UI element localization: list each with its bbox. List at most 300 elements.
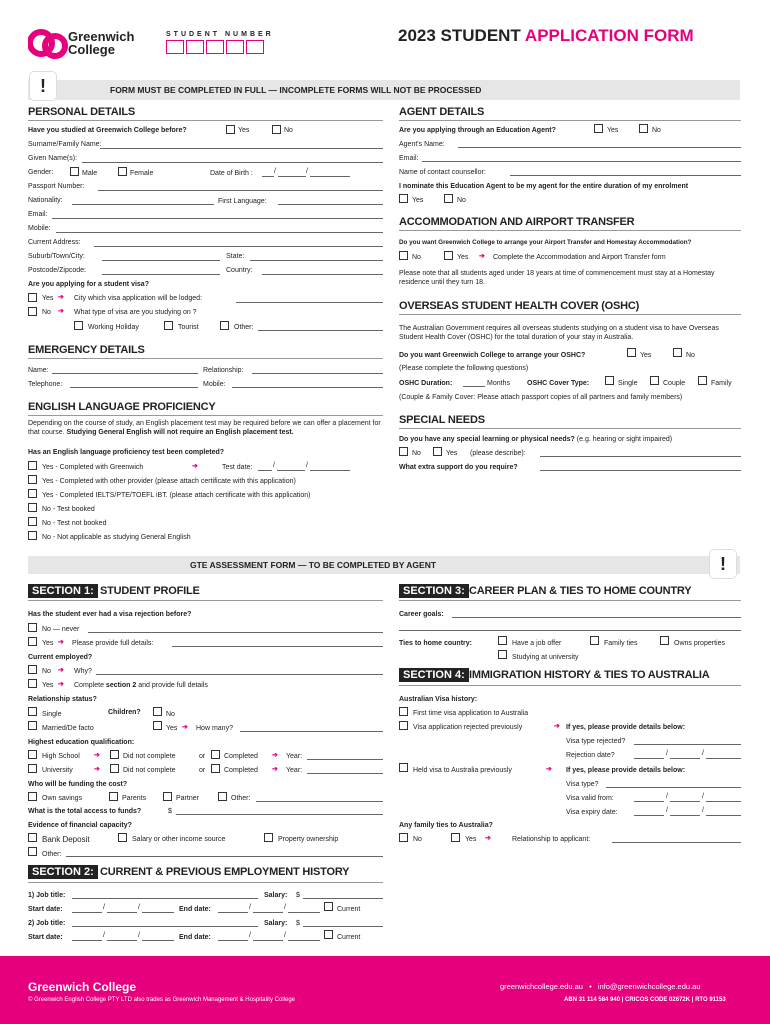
gender-label: Gender: <box>28 169 54 176</box>
slash: / <box>666 807 668 814</box>
oshc-couple-checkbox[interactable] <box>650 376 659 385</box>
first-time-checkbox[interactable] <box>399 707 408 716</box>
personal-heading: PERSONAL DETAILS <box>28 106 136 118</box>
total-funds-question: What is the total access to funds? <box>28 808 142 815</box>
arrow-icon: ➔ <box>485 835 491 842</box>
counsellor-field[interactable] <box>510 175 741 176</box>
reject-no-label: No — never <box>42 626 80 633</box>
section-4-title: IMMIGRATION HISTORY & TIES TO AUSTRALIA <box>469 669 710 681</box>
address-label: Current Address: <box>28 239 81 246</box>
job2-label: 2) Job title: <box>28 920 66 927</box>
working-holiday-checkbox[interactable] <box>74 321 83 330</box>
slash: / <box>284 932 286 939</box>
page-title: 2023 STUDENT APPLICATION FORM <box>398 26 694 45</box>
postcode-field[interactable] <box>102 274 220 275</box>
start1-mm[interactable] <box>107 912 137 913</box>
visa-rejection-question: Has the student ever had a visa rejection before? <box>28 611 192 618</box>
accommodation-form-label: Complete the Accommodation and Airport Transfer form <box>493 254 666 261</box>
given-label: Given Name(s): <box>28 155 78 162</box>
english-o6-checkbox[interactable] <box>28 531 37 540</box>
slash: / <box>249 932 251 939</box>
visa-no-checkbox[interactable] <box>28 307 37 316</box>
footer-email-link[interactable]: info@greenwichcollege.edu.au <box>597 982 701 991</box>
footer-website-link[interactable]: greenwichcollege.edu.au <box>500 982 583 991</box>
property-label: Property ownership <box>278 836 339 843</box>
state-label: State: <box>226 253 245 260</box>
other-visa-checkbox[interactable] <box>220 321 229 330</box>
current2-checkbox[interactable] <box>324 930 333 939</box>
oshc-yes-label: Yes <box>640 352 652 359</box>
arrow-icon: ➔ <box>272 766 278 773</box>
employed-yes-checkbox[interactable] <box>28 679 37 688</box>
english-o5-label: No - Test not booked <box>42 520 107 527</box>
current1-label: Current <box>337 906 361 913</box>
held-visa-label: Held visa to Australia previously <box>413 767 512 774</box>
how-many-field[interactable] <box>240 731 383 732</box>
gte-banner-text: GTE ASSESSMENT FORM — TO BE COMPLETED BY AGENT <box>190 560 437 570</box>
logo-text-2: College <box>68 42 115 57</box>
visa-no-label: No <box>42 309 51 316</box>
first-language-field[interactable] <box>278 204 383 205</box>
agent-email-label: Email: <box>399 155 419 162</box>
emergency-relationship-field[interactable] <box>252 373 383 374</box>
start1-label: Start date: <box>28 906 63 913</box>
own-savings-checkbox[interactable] <box>28 792 37 801</box>
owns-properties-checkbox[interactable] <box>660 636 669 645</box>
salary-label: Salary or other income source <box>132 836 226 843</box>
valid-from-mm[interactable] <box>670 801 700 802</box>
email-field[interactable] <box>52 218 383 219</box>
own-savings-label: Own savings <box>42 795 83 802</box>
married-checkbox[interactable] <box>28 721 37 730</box>
rejection-dd[interactable] <box>634 758 664 759</box>
english-o3-checkbox[interactable] <box>28 489 37 498</box>
children-yes-checkbox[interactable] <box>153 721 162 730</box>
agent-yes-label: Yes <box>607 127 619 134</box>
high-completed-checkbox[interactable] <box>211 750 220 759</box>
other-visa-field[interactable] <box>258 330 383 331</box>
emergency-mobile-label: Mobile: <box>203 381 226 388</box>
employed-question: Current employed? <box>28 654 93 661</box>
special-needs-heading: SPECIAL NEEDS <box>399 414 485 426</box>
expiry-yyyy[interactable] <box>706 815 741 816</box>
agent-email-field[interactable] <box>422 161 741 162</box>
parents-checkbox[interactable] <box>109 792 118 801</box>
nominate-no-label: No <box>457 197 466 204</box>
nominate-yes-label: Yes <box>412 197 424 204</box>
studied-yes-checkbox[interactable] <box>226 125 235 134</box>
country-field[interactable] <box>262 274 383 275</box>
female-checkbox[interactable] <box>118 167 127 176</box>
salary1-field[interactable] <box>303 898 383 899</box>
reject-no-checkbox[interactable] <box>28 623 37 632</box>
valid-from-yyyy[interactable] <box>706 801 741 802</box>
ties-label: Ties to home country: <box>399 640 472 647</box>
other-funding-field[interactable] <box>256 801 383 802</box>
rejection-yyyy[interactable] <box>706 758 741 759</box>
other-evidence-label: Other: <box>42 851 62 858</box>
why-label: Why? <box>74 668 92 675</box>
job1-label: 1) Job title: <box>28 892 66 899</box>
passport-field[interactable] <box>98 190 383 191</box>
rejected-checkbox[interactable] <box>399 721 408 730</box>
completed-label: Completed <box>224 767 258 774</box>
property-checkbox[interactable] <box>264 833 273 842</box>
dob-dd[interactable] <box>262 176 274 177</box>
given-field[interactable] <box>82 162 383 163</box>
end1-mm[interactable] <box>253 912 283 913</box>
start2-dd[interactable] <box>72 940 102 941</box>
job-offer-checkbox[interactable] <box>498 636 507 645</box>
english-o3-label: Yes - Completed IELTS/PTE/TOEFL iBT. (please attach certificate with this application) <box>42 492 311 499</box>
high-school-checkbox[interactable] <box>28 750 37 759</box>
salary-checkbox[interactable] <box>118 833 127 842</box>
end2-yyyy[interactable] <box>288 940 320 941</box>
arrow-icon: ➔ <box>272 752 278 759</box>
dob-label: Date of Birth : <box>210 170 253 177</box>
oshc-no-checkbox[interactable] <box>673 348 682 357</box>
university-checkbox[interactable] <box>28 764 37 773</box>
agent-question: Are you applying through an Education Agent? <box>399 127 556 134</box>
studied-before-label: Have you studied at Greenwich College before? <box>28 127 187 134</box>
end1-yyyy[interactable] <box>288 912 320 913</box>
arrow-icon: ➔ <box>182 724 188 731</box>
employed-no-label: No <box>42 668 51 675</box>
agent-name-label: Agent's Name: <box>399 141 445 148</box>
end2-mm[interactable] <box>253 940 283 941</box>
student-number-boxes[interactable] <box>166 40 264 54</box>
education-question: Highest education qualification: <box>28 739 135 746</box>
nationality-label: Nationality: <box>28 197 63 204</box>
start2-yyyy[interactable] <box>142 940 174 941</box>
male-checkbox[interactable] <box>70 167 79 176</box>
footer-contact: greenwichcollege.edu.au • info@greenwichcollege.edu.au <box>500 982 701 991</box>
employed-complete-label: Complete section 2 and provide full details <box>74 682 208 689</box>
oshc-couple-note: (Couple & Family Cover: Please attach passport copies of all partners and family members) <box>399 394 683 401</box>
visa-yes-label: Yes <box>42 295 54 302</box>
family-no-checkbox[interactable] <box>399 833 408 842</box>
emergency-name-field[interactable] <box>52 373 198 374</box>
student-number-label: STUDENT NUMBER <box>166 31 274 38</box>
high-school-label: High School <box>42 753 80 760</box>
state-field[interactable] <box>250 260 383 261</box>
arrow-icon: ➔ <box>58 639 64 646</box>
other-funding-label: Other: <box>231 795 251 802</box>
tourist-checkbox[interactable] <box>164 321 173 330</box>
not-complete-label: Did not complete <box>123 767 176 774</box>
completed-label: Completed <box>224 753 258 760</box>
end2-dd[interactable] <box>218 940 248 941</box>
english-o2-label: Yes - Completed with other provider (please attach certificate with this application) <box>42 478 296 485</box>
arrow-icon: ➔ <box>58 308 64 315</box>
logo-mark-icon <box>28 28 68 62</box>
current2-label: Current <box>337 934 361 941</box>
visa-yes-checkbox[interactable] <box>28 293 37 302</box>
accommodation-no-checkbox[interactable] <box>399 251 408 260</box>
slash: / <box>702 807 704 814</box>
children-no-label: No <box>166 711 175 718</box>
footer-legal: © Greenwich English College PTY LTD also trades as Greenwich Management & Hospitality College <box>28 997 295 1003</box>
family-yes-checkbox[interactable] <box>451 833 460 842</box>
dollar-label: $ <box>296 892 300 899</box>
studying-uni-checkbox[interactable] <box>498 650 507 659</box>
postcode-label: Postcode/Zipcode: <box>28 267 86 274</box>
employed-no-checkbox[interactable] <box>28 665 37 674</box>
job1-field[interactable] <box>72 898 258 899</box>
suburb-label: Suburb/Town/City: <box>28 253 85 260</box>
passport-label: Passport Number: <box>28 183 85 190</box>
accommodation-heading: ACCOMMODATION AND AIRPORT TRANSFER <box>399 216 635 228</box>
surname-field[interactable] <box>100 148 383 149</box>
emergency-telephone-label: Telephone: <box>28 381 63 388</box>
section-3-badge: SECTION 3: <box>399 584 469 598</box>
arrow-icon: ➔ <box>58 294 64 301</box>
children-yes-label: Yes <box>166 725 178 732</box>
valid-from-label: Visa valid from: <box>566 795 614 802</box>
warning-text: FORM MUST BE COMPLETED IN FULL — INCOMPLETE FORMS WILL NOT BE PROCESSED <box>110 85 482 95</box>
family-yes-label: Yes <box>465 836 477 843</box>
counsellor-label: Name of contact counsellor: <box>399 169 486 176</box>
nominate-no-checkbox[interactable] <box>444 194 453 203</box>
logo <box>28 28 158 62</box>
section-1-title: STUDENT PROFILE <box>100 585 200 597</box>
or-label: or <box>199 767 206 774</box>
start1-yyyy[interactable] <box>142 912 174 913</box>
expiry-dd[interactable] <box>634 815 664 816</box>
dob-yyyy[interactable] <box>310 176 350 177</box>
accommodation-question: Do you want Greenwich College to arrange your Airport Transfer and Homestay Accommodation? <box>399 239 692 246</box>
footer-brand: Greenwich College <box>28 980 137 994</box>
mobile-label: Mobile: <box>28 225 51 232</box>
oshc-complete-note: (Please complete the following questions) <box>399 365 529 372</box>
agent-yes-checkbox[interactable] <box>594 124 603 133</box>
oshc-yes-checkbox[interactable] <box>627 348 636 357</box>
oshc-paragraph: The Australian Government requires all overseas students studying on a student visa to have Overseas Student Health Cover (OSHC) for the total duration of your stay in Australia. <box>399 325 719 341</box>
start1-dd[interactable] <box>72 912 102 913</box>
oshc-question: Do you want Greenwich College to arrange your OSHC? <box>399 352 586 359</box>
slash: / <box>666 793 668 800</box>
studying-uni-label: Studying at university <box>512 654 579 661</box>
visa-city-field[interactable] <box>236 302 383 303</box>
english-o1-checkbox[interactable] <box>28 461 37 470</box>
bank-deposit-label: Bank Deposit <box>42 835 90 844</box>
exclaim-icon: ! <box>30 72 56 100</box>
other-funding-checkbox[interactable] <box>218 792 227 801</box>
studied-no-checkbox[interactable] <box>272 125 281 134</box>
total-funds-field[interactable] <box>176 814 383 815</box>
english-heading: ENGLISH LANGUAGE PROFICIENCY <box>28 401 216 413</box>
uni-year-field[interactable] <box>307 773 383 774</box>
university-label: University <box>42 767 73 774</box>
rejected-label: Visa application rejected previously <box>413 724 523 731</box>
emergency-name-label: Name: <box>28 367 49 374</box>
first-time-label: First time visa application to Australia <box>413 710 529 717</box>
arrow-icon: ➔ <box>58 681 64 688</box>
logo-text-1: Greenwich <box>68 29 135 44</box>
visa-history-label: Australian Visa history: <box>399 696 478 703</box>
rejection-date-label: Rejection date? <box>566 752 615 759</box>
female-label: Female <box>130 170 154 177</box>
married-label: Married/De facto <box>42 725 94 732</box>
slash: / <box>306 462 308 469</box>
expiry-label: Visa expiry date: <box>566 809 618 816</box>
slash: / <box>306 168 308 175</box>
single-label: Single <box>42 711 62 718</box>
nominate-yes-checkbox[interactable] <box>399 194 408 203</box>
test-dd[interactable] <box>258 470 272 471</box>
career-goals-field-2[interactable] <box>399 630 741 631</box>
uni-completed-checkbox[interactable] <box>211 764 220 773</box>
end1-label: End date: <box>179 906 211 913</box>
year-label: Year: <box>286 753 303 760</box>
year-label: Year: <box>286 767 303 774</box>
footer-abn: ABN 31 114 584 940 | CRICOS CODE 02672K | RTO 91153 <box>564 997 726 1003</box>
type-rejected-label: Visa type rejected? <box>566 738 626 745</box>
section-1-badge: SECTION 1: <box>28 584 98 598</box>
agent-no-checkbox[interactable] <box>639 124 648 133</box>
owns-properties-label: Owns properties <box>674 640 725 647</box>
how-many-label: How many? <box>196 725 233 732</box>
oshc-no-label: No <box>686 352 695 359</box>
emergency-relationship-label: Relationship: <box>203 367 244 374</box>
end1-dd[interactable] <box>218 912 248 913</box>
slash: / <box>274 168 276 175</box>
english-o2-checkbox[interactable] <box>28 475 37 484</box>
accommodation-no-label: No <box>412 254 421 261</box>
mobile-field[interactable] <box>56 232 383 233</box>
emergency-telephone-field[interactable] <box>70 387 198 388</box>
arrow-icon: ➔ <box>192 463 198 470</box>
relationship-to-applicant-field[interactable] <box>612 842 741 843</box>
special-no-checkbox[interactable] <box>399 447 408 456</box>
dollar-label: $ <box>296 920 300 927</box>
oshc-family-checkbox[interactable] <box>698 376 707 385</box>
slash: / <box>702 793 704 800</box>
funding-question: Who will be funding the cost? <box>28 781 128 788</box>
oshc-duration-field[interactable] <box>463 386 485 387</box>
special-describe-label: (please describe): <box>470 450 526 457</box>
section-2-badge: SECTION 2: <box>28 865 98 879</box>
rejection-mm[interactable] <box>670 758 700 759</box>
career-goals-field[interactable] <box>452 617 741 618</box>
oshc-heading: OVERSEAS STUDENT HEALTH COVER (OSHC) <box>399 300 640 312</box>
arrow-icon: ➔ <box>479 253 485 260</box>
salary2-label: Salary: <box>264 920 288 927</box>
family-no-label: No <box>413 836 422 843</box>
section-3-title: CAREER PLAN & TIES TO HOME COUNTRY <box>469 585 692 597</box>
english-o4-checkbox[interactable] <box>28 503 37 512</box>
visa-type-field[interactable] <box>606 787 741 788</box>
start2-mm[interactable] <box>107 940 137 941</box>
dollar-label: $ <box>168 808 172 815</box>
yes-label: Yes <box>238 127 250 134</box>
arrow-icon: ➔ <box>94 752 100 759</box>
first-language-label: First Language: <box>218 198 267 205</box>
agent-name-field[interactable] <box>458 147 741 148</box>
type-rejected-field[interactable] <box>634 744 741 745</box>
job2-field[interactable] <box>72 926 258 927</box>
start2-label: Start date: <box>28 934 63 941</box>
relationship-to-applicant-label: Relationship to applicant: <box>512 836 591 843</box>
partner-checkbox[interactable] <box>163 792 172 801</box>
slash: / <box>103 904 105 911</box>
reject-details-field[interactable] <box>172 646 383 647</box>
english-o5-checkbox[interactable] <box>28 517 37 526</box>
other-evidence-field[interactable] <box>66 856 383 857</box>
family-ties-label: Family ties <box>604 640 638 647</box>
english-paragraph: Depending on the course of study, an English placement test may be required before we can offer a placement for that course. Studying General English will not require an English placement test. <box>28 420 381 436</box>
special-describe-field[interactable] <box>540 456 741 457</box>
surname-label: Surname/Family Name: <box>28 141 102 148</box>
section-2-title: CURRENT & PREVIOUS EMPLOYMENT HISTORY <box>100 866 350 878</box>
oshc-single-label: Single <box>618 380 638 387</box>
reject-no-field[interactable] <box>88 632 383 633</box>
other-visa-label: Other: <box>234 324 254 331</box>
reject-yes-checkbox[interactable] <box>28 637 37 646</box>
suburb-field[interactable] <box>102 260 220 261</box>
english-o6-label: No - Not applicable as studying General English <box>42 534 191 541</box>
visa-city-label: City which visa application will be lodged: <box>74 295 203 302</box>
accommodation-yes-checkbox[interactable] <box>444 251 453 260</box>
held-visa-checkbox[interactable] <box>399 763 408 772</box>
nationality-field[interactable] <box>72 204 214 205</box>
family-ties-checkbox[interactable] <box>590 636 599 645</box>
special-yes-label: Yes <box>446 450 458 457</box>
no-label: No <box>284 127 293 134</box>
uni-not-complete-checkbox[interactable] <box>110 764 119 773</box>
family-ties-question: Any family ties to Australia? <box>399 822 493 829</box>
parents-label: Parents <box>122 795 147 802</box>
emergency-mobile-field[interactable] <box>232 387 383 388</box>
test-mm[interactable] <box>277 470 305 471</box>
career-goals-label: Career goals: <box>399 611 444 618</box>
or-label: or <box>199 753 206 760</box>
high-year-field[interactable] <box>307 759 383 760</box>
accommodation-note: Please note that all students aged under 18 years at time of commencement must stay at a Homestay residence until they turn 18. <box>399 270 715 286</box>
address-field[interactable] <box>94 246 383 247</box>
valid-from-dd[interactable] <box>634 801 664 802</box>
salary2-field[interactable] <box>303 926 383 927</box>
slash: / <box>702 750 704 757</box>
email-label: Email: <box>28 211 48 218</box>
country-label: Country: <box>226 267 253 274</box>
why-field[interactable] <box>96 674 383 675</box>
current1-checkbox[interactable] <box>324 902 333 911</box>
agent-heading: AGENT DETAILS <box>399 106 485 118</box>
bank-deposit-checkbox[interactable] <box>28 833 37 842</box>
high-not-complete-checkbox[interactable] <box>110 750 119 759</box>
reject-yes-label: Yes <box>42 640 54 647</box>
slash: / <box>138 932 140 939</box>
other-evidence-checkbox[interactable] <box>28 847 37 856</box>
slash: / <box>249 904 251 911</box>
arrow-icon: ➔ <box>554 723 560 730</box>
children-no-checkbox[interactable] <box>153 707 162 716</box>
slash: / <box>138 904 140 911</box>
special-yes-checkbox[interactable] <box>433 447 442 456</box>
test-yyyy[interactable] <box>310 470 350 471</box>
arrow-icon: ➔ <box>58 667 64 674</box>
expiry-mm[interactable] <box>670 815 700 816</box>
special-support-field[interactable] <box>540 470 741 471</box>
if-yes-label: If yes, please provide details below: <box>566 724 686 731</box>
single-checkbox[interactable] <box>28 707 37 716</box>
relationship-question: Relationship status? <box>28 696 97 703</box>
tourist-label: Tourist <box>178 324 199 331</box>
dob-mm[interactable] <box>278 176 306 177</box>
if-yes-label-2: If yes, please provide details below: <box>566 767 686 774</box>
oshc-single-checkbox[interactable] <box>605 376 614 385</box>
